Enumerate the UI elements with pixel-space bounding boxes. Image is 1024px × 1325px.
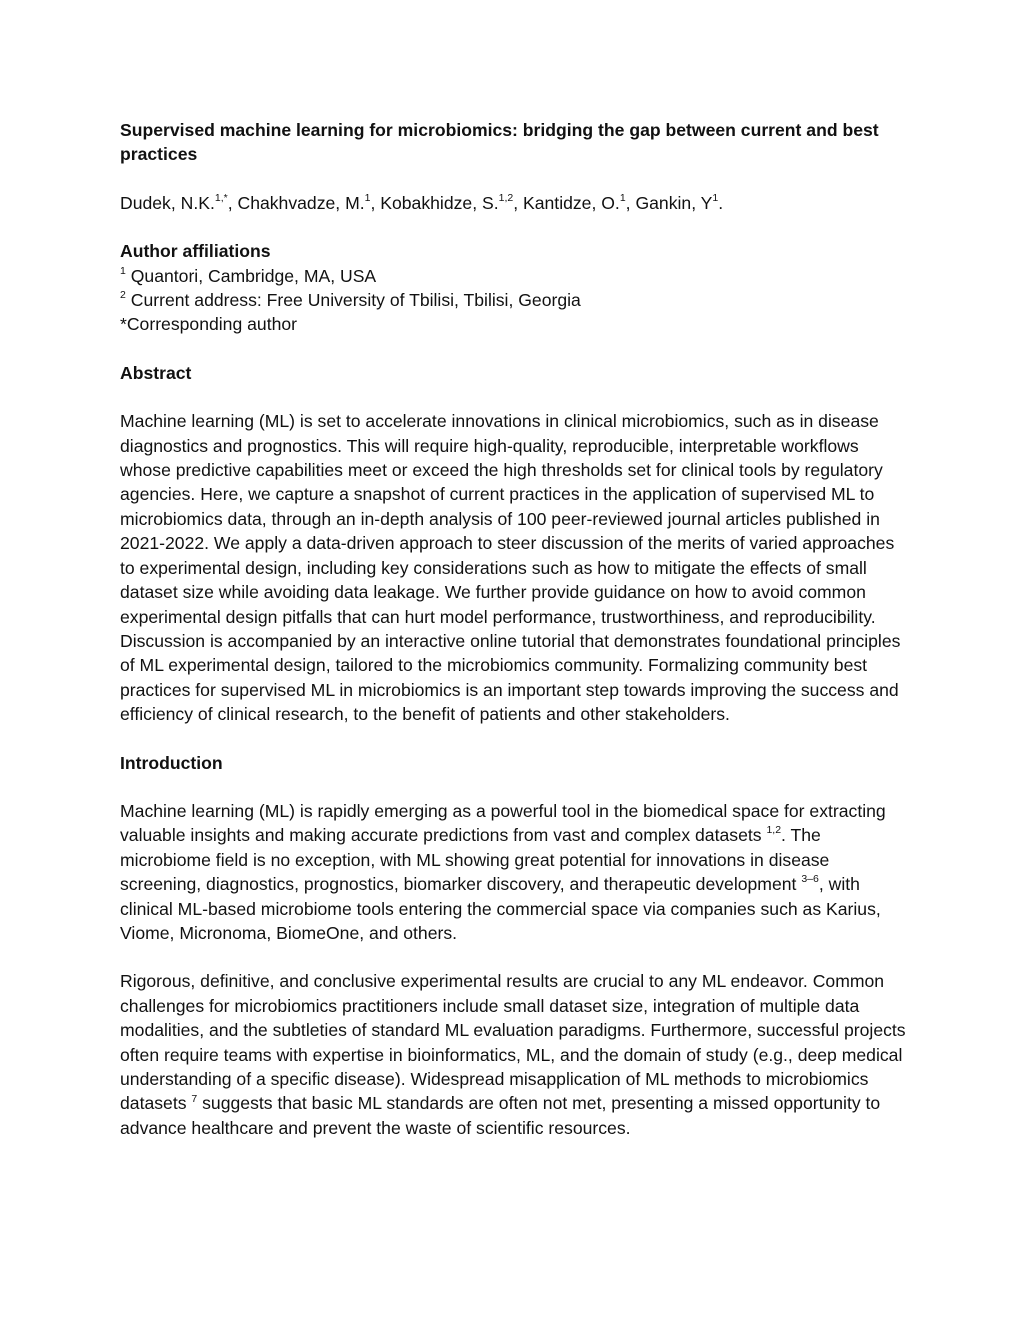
author-separator: , [370, 192, 381, 213]
author-name: Dudek, N.K. [120, 192, 215, 213]
author-separator: , [625, 192, 636, 213]
paper-title: Supervised machine learning for microbiomics: bridging the gap between current and best practices [120, 120, 879, 165]
author-affiliation-marker: 1,* [214, 191, 228, 204]
author-affiliation-marker: 1 [712, 191, 719, 204]
introduction-paragraph-1 [120, 799, 910, 945]
author-name: Gankin, Y [635, 192, 713, 213]
introduction-paragraph-2 [120, 969, 910, 1140]
introduction-heading: Introduction [120, 752, 223, 773]
corresponding-author-note: *Corresponding author [120, 314, 298, 335]
author-affiliation-marker: 1,2 [498, 191, 514, 204]
author-name: Kantidze, O. [523, 192, 620, 213]
paragraph-text: . The microbiome field is no exception, with ML showing great potential for innovations in disease screening, diagnostics, prognostics, biomarker discovery, and therapeutic development [120, 825, 830, 895]
citation-ref: 3–6 [801, 873, 819, 886]
citation-ref: 7 [191, 1092, 198, 1105]
author-separator: , [227, 192, 238, 213]
citation-ref: 1,2 [766, 824, 782, 837]
author-separator: . [718, 192, 724, 213]
affiliation-text: Quantori, Cambridge, MA, USA [130, 265, 377, 286]
paragraph-text: Machine learning (ML) is rapidly emerging as a powerful tool in the biomedical space for extracting valuable insights and making accurate predictions from vast and complex datasets [120, 800, 886, 846]
abstract-paragraph: Machine learning (ML) is set to accelerate innovations in clinical microbiomics, such as in disease diagnostics and prognostics. This will require high-quality, reproducible, interpretable workflows whose predictive capabilities meet or exceed the high thresholds set for clinical tools by regulatory agencies. Here, we capture a snapshot of current practices in the application of supervised ML to microbiomics data, through an in-depth analysis of 100 peer-reviewed journal articles published in 2021-2022. We apply a data-driven approach to steer discussion of the merits of varied approaches to experimental design, including key considerations such as how to mitigate the effects of small dataset size while avoiding data leakage. We further provide guidance on how to avoid common experimental design pitfalls that can hurt model performance, trustworthiness, and reproducibility. Discussion is accompanied by an interactive online tutorial that demonstrates foundational principles of ML experimental design, tailored to the microbiomics community. Formalizing community best practices for supervised ML in microbiomics is an important step towards improving the success and efficiency of clinical research, to the benefit of patients and other stakeholders. [120, 411, 901, 725]
affiliation-marker: 2 [120, 289, 126, 302]
paragraph-text: , with clinical ML-based microbiome tools entering the commercial space via companies such as Karius, Viome, Micronoma, BiomeOne, and others. [120, 874, 881, 943]
paragraph-text: suggests that basic ML standards are often not met, presenting a missed opportunity to advance healthcare and prevent the waste of scientific resources. [120, 1093, 881, 1138]
affiliations-heading: Author affiliations [120, 241, 271, 262]
author-name: Kobakhidze, S. [380, 192, 499, 213]
affiliation-item [120, 264, 910, 288]
affiliation-item [120, 288, 910, 312]
paragraph-text: Rigorous, definitive, and conclusive experimental results are crucial to any ML endeavor. Common challenges for microbiomics practitioners include small dataset size, integration of multiple data modalities, and the subtleties of standard ML evaluation paradigms. Furthermore, successful projects often require teams with expertise in bioinformatics, ML, and the domain of study (e.g., deep medical understanding of a specific disease). Widespread misapplication of ML methods to microbiomics datasets [120, 971, 906, 1114]
affiliation-marker: 1 [120, 264, 126, 277]
affiliation-text: Current address: Free University of Tbilisi, Tbilisi, Georgia [130, 290, 581, 311]
author-affiliation-marker: 1 [364, 191, 371, 204]
author-separator: , [513, 192, 523, 213]
paper-page [120, 118, 910, 1140]
abstract-heading: Abstract [120, 362, 192, 383]
author-affiliation-marker: 1 [619, 191, 626, 204]
author-name: Chakhvadze, M. [237, 192, 365, 213]
author-list [120, 191, 910, 215]
